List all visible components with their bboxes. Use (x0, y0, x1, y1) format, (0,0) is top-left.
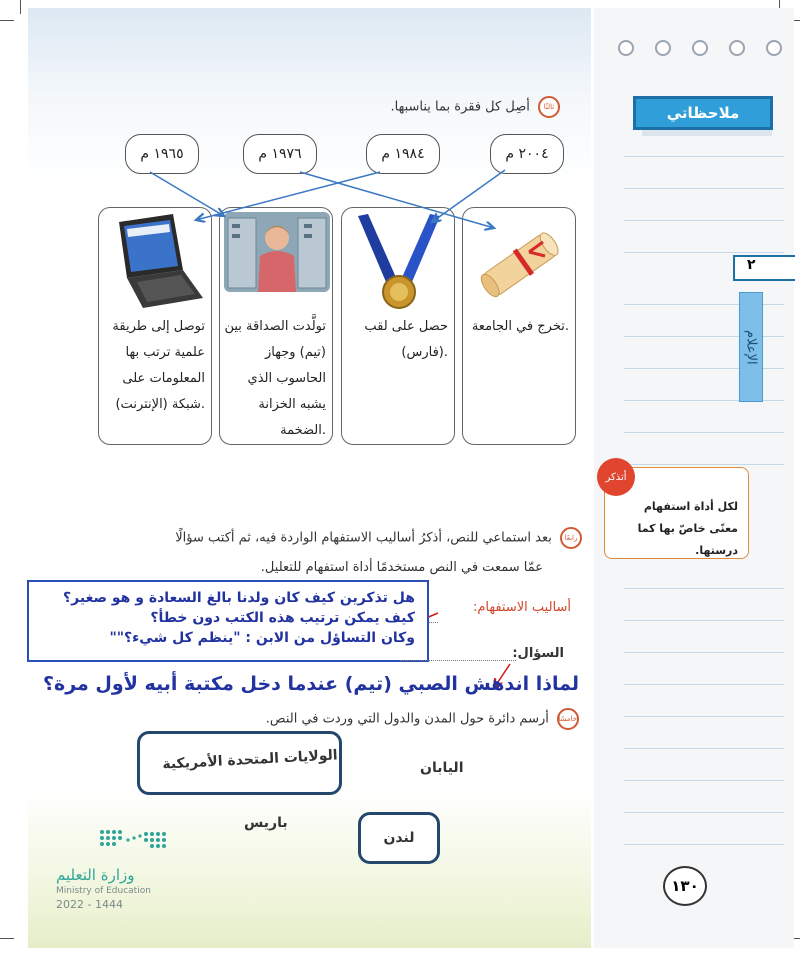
event-card-text: تخرج في الجامعة. (471, 319, 569, 334)
styles-answer-box (27, 580, 429, 662)
place-usa: الولايات المتحدة الأمريكية (161, 747, 338, 773)
page-number: ١٣٠ (663, 866, 707, 906)
styles-answer-line: كيف يمكن ترتيب هذه الكتب دون خطأ؟ (150, 610, 415, 626)
event-card-text: تولَّدت الصداقة بين (تيم) وجهاز الحاسوب الذي يشبه الخزانة الضخمة. (224, 319, 326, 438)
year-box: ٢٠٠٤ م (490, 134, 564, 174)
edition-year: 2022 - 1444 (56, 898, 123, 911)
ministry-logo (56, 826, 196, 911)
unit-tab: الإعلام (739, 292, 763, 402)
answer-dotted-line (400, 660, 516, 661)
year-box: ١٩٨٤ م (366, 134, 440, 174)
exercise2-instruction-line1: بعد استماعي للنص، أذكرُ أساليب الاستفهام الواردة فيه، ثم أكتب سؤالًا (175, 530, 552, 546)
unit-number: ٢ (733, 255, 795, 281)
exercise-number-icon: ثالثًا (538, 96, 560, 118)
event-card-text: توصل إلى طريقة علمية ترتب بها المعلومات على شبكة (الإنترنت). (112, 319, 205, 412)
year-box: ١٩٦٥ م (125, 134, 199, 174)
exercise-number-icon: رابعًا (560, 527, 582, 549)
styles-answer-line: وكان التساؤل من الابن : "ينظم كل شيء؟"" (109, 630, 415, 646)
ministry-name-ar: وزارة التعليم (56, 866, 135, 884)
place-paris: باريس (244, 815, 288, 831)
notes-title: ملاحظاتي (633, 96, 773, 130)
exercise-number-icon: خامسًا (557, 708, 579, 730)
ministry-logo-icon (56, 826, 196, 856)
exercise3-instruction: أرسم دائرة حول المدن والدول التي وردت في النص. (265, 711, 549, 727)
exercise3-instruction-row (266, 708, 579, 730)
ministry-name-en: Ministry of Education (56, 886, 151, 896)
event-card-text: حصل على لقب (فارس). (364, 319, 448, 360)
styles-label: أساليب الاستفهام: (472, 600, 571, 615)
remember-text: لكل أداة استفهام معنًى خاصّ بها كما درستها. (637, 500, 738, 557)
question-answer: لماذا اندهش الصبي (تيم) عندما دخل مكتبة أبيه لأول مرة؟ (42, 673, 579, 695)
place-japan: اليابان (420, 760, 464, 776)
year-box: ١٩٧٦ م (243, 134, 317, 174)
exercise1-instruction: أصِل كل فقرة بما يناسبها. (390, 99, 530, 115)
remember-badge: أتذكر (597, 458, 635, 496)
exercise2-instruction-line2: عمّا سمعت في النص مستخدمًا أداة استفهام للتعليل. (260, 560, 543, 575)
styles-answer-line: هل تذكرين كيف كان ولدنا بالغ السعادة و هو صغير؟ (63, 590, 415, 606)
place-london: لندن (383, 830, 415, 846)
question-label: السؤال: (512, 646, 564, 661)
exercise2-instruction-row (175, 527, 582, 549)
